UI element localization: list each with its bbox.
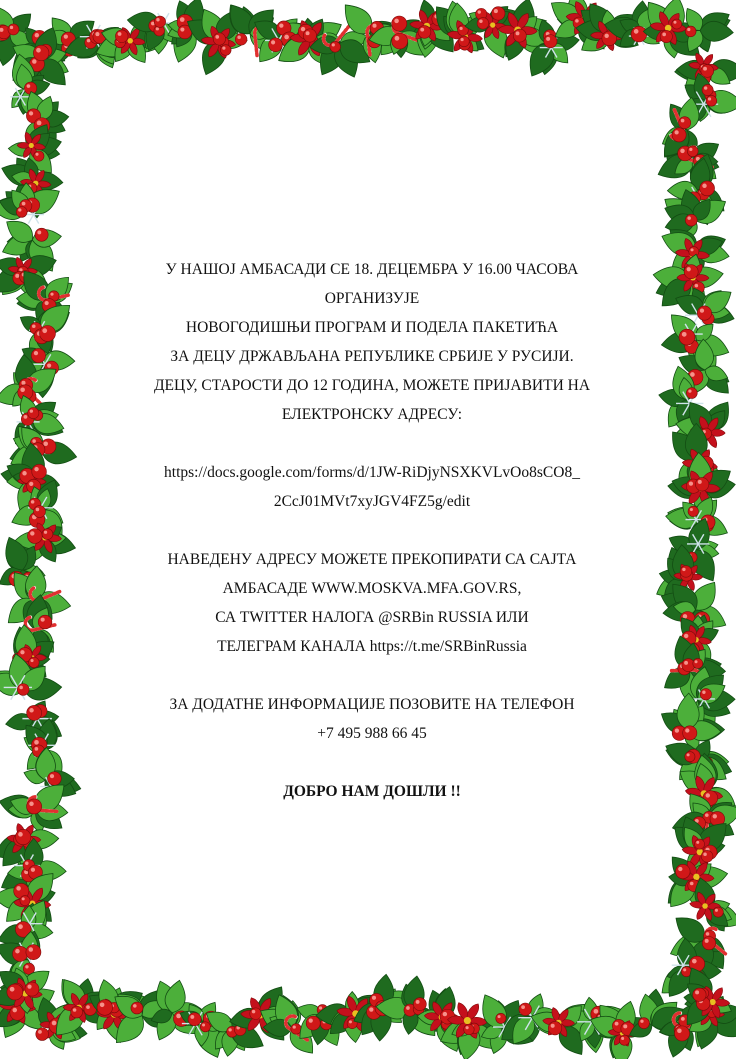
berry-highlight [443, 1012, 447, 1016]
berry-highlight [29, 708, 33, 712]
berry-icon [28, 407, 39, 418]
berry-icon [115, 30, 128, 43]
berry-highlight [293, 1025, 296, 1028]
berry-highlight [621, 1037, 624, 1040]
berry-highlight [36, 508, 40, 512]
berry-icon [672, 128, 686, 142]
berry-highlight [35, 747, 39, 751]
berry-icon [660, 30, 672, 42]
berry-icon [38, 615, 52, 629]
berry-icon [679, 117, 691, 129]
berry-highlight [372, 996, 376, 1000]
berry-icon [713, 907, 723, 917]
berry-highlight [369, 1007, 373, 1011]
berry-highlight [15, 274, 19, 278]
berry-highlight [27, 985, 31, 989]
berry-highlight [29, 111, 33, 115]
berry-highlight [702, 691, 705, 694]
berry-icon [695, 478, 708, 491]
berry-highlight [705, 939, 709, 943]
poinsettia-center-icon [127, 38, 133, 44]
berry-highlight [690, 372, 695, 377]
text-line: ЕЛЕКТРОНСКУ АДРЕСУ: [281, 406, 463, 423]
berry-highlight [18, 832, 23, 837]
berry-highlight [44, 531, 47, 534]
berry-highlight [301, 27, 305, 31]
berry-icon [548, 1021, 562, 1035]
berry-icon [27, 705, 42, 720]
berry-highlight [372, 24, 376, 28]
berry-icon [496, 1013, 506, 1023]
berry-icon [28, 529, 43, 544]
berry-highlight [677, 1029, 682, 1034]
text-line: ЗА ДЕЦУ ДРЖАВЉАНА РЕПУБЛИКЕ СРБИЈЕ У РУСИЈИ. [170, 348, 574, 365]
berry-icon [330, 41, 341, 52]
berry-highlight [546, 37, 550, 41]
berry-icon [702, 84, 713, 95]
berry-highlight [118, 32, 122, 36]
berry-highlight [703, 67, 707, 71]
berry-icon [291, 1024, 302, 1035]
berry-highlight [640, 1020, 643, 1023]
berry-highlight [700, 308, 704, 312]
berry-highlight [688, 390, 691, 393]
berry-icon [684, 265, 698, 279]
berry-highlight [12, 1008, 17, 1013]
berry-highlight [31, 500, 35, 504]
berry-highlight [706, 932, 710, 936]
poinsettia-center-icon [464, 1017, 471, 1024]
berry-highlight [681, 119, 685, 123]
berry-highlight [45, 301, 49, 305]
berry-icon [477, 18, 489, 30]
berry-highlight [22, 897, 25, 900]
berry-icon [491, 7, 504, 20]
flyer-text [120, 255, 624, 806]
berry-highlight [29, 482, 33, 486]
berry-highlight [20, 387, 25, 392]
berry-highlight [395, 36, 400, 41]
berry-icon [48, 772, 62, 786]
berry-icon [700, 181, 715, 196]
berry-highlight [681, 1017, 685, 1021]
berry-highlight [37, 230, 41, 234]
berry-highlight [279, 23, 283, 27]
berry-highlight [30, 409, 33, 412]
berry-highlight [675, 728, 679, 732]
berry-icon [685, 26, 696, 37]
berry-highlight [687, 28, 690, 31]
text-line: НОВОГОДИШЊИ ПРОГРАМ И ПОДЕЛА ПАКЕТИЋА [185, 319, 559, 336]
spacer [120, 748, 624, 777]
berry-icon [200, 1022, 210, 1032]
berry-highlight [460, 38, 463, 41]
berry-highlight [35, 153, 38, 156]
berry-icon [392, 33, 408, 49]
berry-highlight [575, 19, 579, 23]
berry-highlight [498, 1015, 501, 1018]
paragraph-sources [120, 545, 624, 661]
berry-highlight [683, 968, 686, 971]
berry-highlight [306, 31, 310, 35]
berry-highlight [683, 614, 687, 618]
berry-highlight [180, 27, 184, 31]
berry-highlight [682, 568, 685, 571]
berry-highlight [35, 33, 39, 37]
berry-icon [680, 566, 692, 578]
berry-highlight [604, 34, 608, 38]
berry-highlight [228, 1028, 231, 1031]
berry-icon [34, 506, 46, 518]
berry-highlight [32, 59, 36, 63]
berry-icon [32, 464, 47, 479]
berry-icon [687, 146, 698, 157]
berry-highlight [416, 1000, 420, 1004]
berry-highlight [684, 634, 688, 638]
poinsettia-center-icon [490, 22, 495, 27]
berry-icon [15, 829, 30, 844]
berry-highlight [309, 1019, 313, 1023]
poinsettia-center-icon [702, 903, 708, 909]
berry-icon [25, 982, 39, 996]
berry-icon [685, 214, 697, 226]
berry-highlight [36, 48, 41, 53]
berry-highlight [687, 753, 690, 756]
berry-icon [154, 16, 165, 27]
berry-highlight [706, 793, 710, 797]
berry-highlight [27, 84, 31, 88]
berry-highlight [678, 867, 682, 871]
closing-greeting: ДОБРО НАМ ДОШЛИ !! [283, 783, 461, 800]
berry-highlight [22, 471, 26, 475]
berry-icon [513, 29, 526, 42]
berry-icon [213, 33, 225, 45]
berry-highlight [18, 208, 21, 211]
phone-number: +7 495 988 66 45 [317, 725, 427, 742]
berry-icon [34, 151, 44, 161]
text-line: НАВЕДЕНУ АДРЕСУ МОЖЕТЕ ПРЕКОПИРАТИ СА САЈТА [167, 551, 577, 568]
berry-highlight [19, 686, 23, 690]
berry-icon [700, 689, 711, 700]
paragraph-announcement [120, 255, 624, 429]
berry-icon [16, 206, 27, 217]
spacer [120, 661, 624, 690]
berry-highlight [394, 19, 399, 24]
berry-highlight [695, 660, 698, 663]
berry-icon [40, 326, 56, 342]
berry-highlight [64, 35, 68, 39]
berry-highlight [43, 442, 48, 447]
berry-highlight [406, 1006, 410, 1010]
text-line: У НАШОЈ АМБАСАДИ СЕ 18. ДЕЦЕМБРА У 16.00 ЧАСОВА [165, 261, 579, 278]
text-line: СА TWITTER НАЛОГА @SRBin RUSSIA ИЛИ [215, 609, 529, 626]
berry-highlight [698, 480, 702, 484]
berry-highlight [695, 990, 699, 994]
berry-highlight [715, 909, 718, 912]
berry-highlight [682, 332, 687, 337]
berry-highlight [689, 482, 693, 486]
berry-highlight [30, 531, 34, 535]
text-line: ТЕЛЕГРАМ КАНАЛА https://t.me/SRBinRussia [217, 638, 527, 655]
berry-icon [33, 45, 49, 61]
berry-highlight [22, 202, 26, 206]
berry-icon [131, 1002, 143, 1014]
berry-highlight [466, 1026, 469, 1029]
berry-highlight [623, 1024, 627, 1028]
berry-icon [686, 388, 697, 399]
berry-highlight [52, 1021, 57, 1026]
berry-highlight [95, 32, 99, 36]
berry-highlight [25, 965, 28, 968]
berry-icon [688, 506, 698, 516]
berry-highlight [18, 924, 23, 929]
berry-highlight [479, 20, 482, 23]
berry-highlight [50, 293, 53, 296]
berry-icon [413, 998, 426, 1011]
berry-highlight [615, 1022, 619, 1026]
berry-icon [97, 1000, 113, 1016]
berry-highlight [551, 1024, 555, 1028]
berry-icon [269, 38, 283, 52]
berry-icon [306, 1016, 320, 1030]
berry-highlight [32, 439, 36, 443]
berry-highlight [594, 1009, 599, 1014]
berry-highlight [133, 1004, 137, 1008]
berry-highlight [10, 987, 15, 992]
berry-highlight [687, 267, 691, 271]
berry-icon [694, 839, 704, 849]
berry-highlight [521, 1005, 525, 1009]
berry-highlight [32, 324, 36, 328]
berry-icon [689, 247, 699, 257]
berry-highlight [713, 814, 717, 818]
berry-highlight [42, 328, 47, 333]
berry-highlight [319, 1006, 322, 1009]
poinsettia-center-icon [693, 874, 699, 880]
berry-highlight [87, 39, 91, 43]
berry-highlight [708, 97, 711, 100]
berry-highlight [222, 47, 225, 50]
berry-highlight [31, 868, 35, 872]
berry-icon [29, 657, 40, 668]
spacer [120, 429, 624, 458]
berry-highlight [19, 268, 22, 271]
berry-highlight [680, 149, 684, 153]
poinsettia-center-icon [29, 143, 34, 148]
berry-highlight [516, 31, 520, 35]
berry-icon [250, 1008, 262, 1020]
berry-icon [638, 1018, 649, 1029]
berry-highlight [695, 284, 699, 288]
berry-icon [683, 726, 697, 740]
text-line: АМБАСАДЕ WWW.MOSKVA.MFA.GOV.RS, [222, 580, 522, 597]
berry-highlight [34, 467, 38, 471]
berry-icon [303, 29, 316, 42]
text-line: ОРГАНИЗУЈЕ [324, 290, 420, 307]
berry-highlight [690, 882, 694, 886]
berry-highlight [696, 841, 699, 844]
berry-highlight [156, 27, 159, 30]
link-line[interactable]: https://docs.google.com/forms/d/1JW-RiDjyNSXKVLvOo8sCO8_ [164, 464, 580, 481]
link-line[interactable]: 2CcJ01MVt7xyJGV4FZ5g/edit [273, 493, 471, 510]
berry-icon [701, 850, 713, 862]
berry-icon [464, 1024, 474, 1034]
berry-icon [672, 19, 682, 29]
berry-icon [26, 945, 41, 960]
berry-highlight [478, 10, 481, 13]
spacer [120, 516, 624, 545]
berry-icon [42, 529, 53, 540]
berry-highlight [271, 40, 275, 44]
berry-highlight [420, 28, 424, 32]
berry-icon [701, 65, 714, 78]
berry-highlight [38, 1030, 42, 1034]
berry-highlight [215, 35, 219, 39]
berry-highlight [662, 33, 666, 37]
berry-icon [693, 988, 706, 1001]
berry-highlight [15, 949, 20, 954]
berry-highlight [690, 508, 693, 511]
berry-highlight [30, 659, 33, 662]
berry-icon [235, 33, 247, 45]
berry-icon [27, 799, 42, 814]
berry-highlight [50, 774, 54, 778]
berry-icon [220, 45, 231, 56]
berry-highlight [20, 650, 24, 654]
berry-icon [31, 349, 45, 363]
berry-highlight [689, 148, 692, 151]
berry-icon [20, 896, 30, 906]
berry-highlight [684, 661, 688, 665]
berry-highlight [21, 381, 25, 385]
berry-highlight [180, 17, 185, 22]
berry-highlight [703, 852, 707, 856]
berry-icon [702, 936, 715, 949]
berry-icon [392, 16, 407, 31]
berry-highlight [704, 86, 707, 89]
berry-icon [13, 946, 28, 961]
berry-icon [519, 1003, 532, 1016]
berry-highlight [634, 29, 639, 34]
berry-highlight [687, 216, 691, 220]
berry-highlight [37, 121, 42, 126]
berry-icon [7, 984, 23, 1000]
registration-link[interactable] [120, 458, 624, 516]
berry-icon [17, 684, 29, 696]
berry-icon [36, 1028, 49, 1041]
berry-icon [676, 864, 690, 878]
berry-highlight [705, 813, 709, 817]
paragraph-contact [120, 690, 624, 748]
berry-highlight [460, 27, 463, 30]
berry-highlight [25, 862, 28, 865]
text-line: ЗА ДОДАТНЕ ИНФОРМАЦИЈЕ ПОЗОВИТЕ НА ТЕЛЕФОН [169, 696, 575, 713]
berry-icon [35, 228, 48, 241]
berry-icon [8, 24, 19, 35]
berry-highlight [675, 130, 679, 134]
berry-highlight [190, 1015, 194, 1019]
berry-highlight [73, 1008, 77, 1012]
berry-icon [679, 329, 695, 345]
berry-icon [706, 95, 717, 106]
berry-icon [631, 26, 647, 42]
berry-highlight [202, 1024, 205, 1027]
berry-icon [619, 1035, 629, 1045]
berry-highlight [34, 351, 38, 355]
berry-highlight [332, 43, 335, 46]
berry-icon [71, 1006, 83, 1018]
berry-highlight [673, 21, 676, 24]
berry-highlight [349, 1020, 352, 1023]
berry-highlight [691, 248, 694, 251]
berry-highlight [10, 26, 13, 29]
berry-icon [674, 1026, 689, 1041]
berry-highlight [16, 886, 21, 891]
berry-icon [188, 1013, 201, 1026]
berry-highlight [702, 184, 706, 188]
berry-highlight [29, 947, 34, 952]
berry-highlight [41, 618, 45, 622]
poinsettia-center-icon [710, 999, 716, 1005]
berry-icon [693, 658, 703, 668]
berry-highlight [34, 740, 39, 745]
berry-icon [459, 36, 470, 47]
berry-highlight [494, 9, 498, 13]
berry-highlight [29, 802, 34, 807]
berry-highlight [100, 1002, 105, 1007]
text-line: ДЕЦУ, СТАРОСТИ ДО 12 ГОДИНА, МОЖЕТЕ ПРИЈАВИТИ НА [153, 377, 591, 394]
berry-icon [418, 26, 431, 39]
berry-highlight [685, 728, 689, 732]
berry-highlight [24, 415, 28, 419]
berry-highlight [86, 1005, 90, 1009]
berry-highlight [237, 36, 241, 40]
berry-icon [697, 306, 711, 320]
berry-highlight [47, 363, 51, 367]
berry-icon [685, 752, 695, 762]
berry-highlight [156, 18, 159, 21]
berry-highlight [284, 35, 289, 40]
berry-highlight [252, 1010, 255, 1013]
berry-highlight [692, 959, 697, 964]
